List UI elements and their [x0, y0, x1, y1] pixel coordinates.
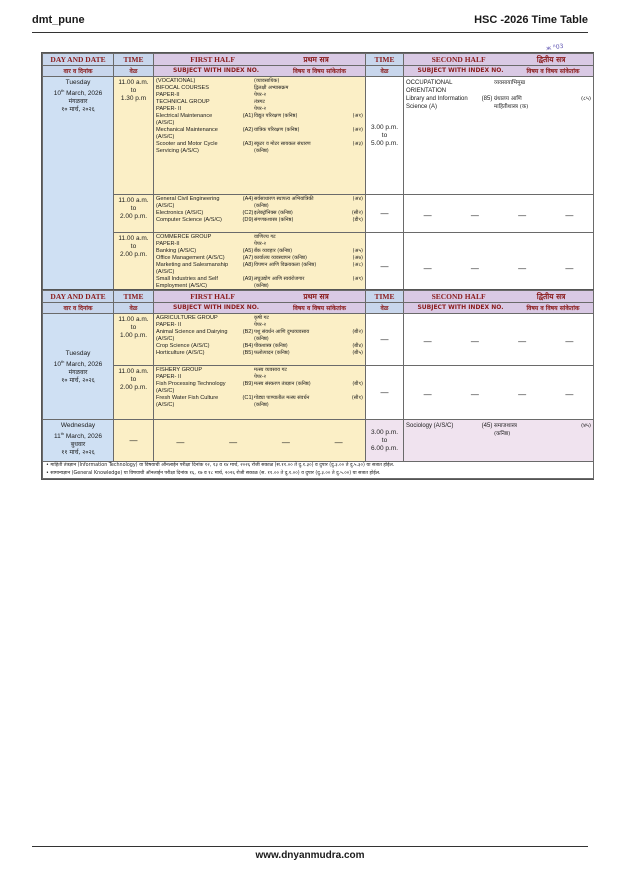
- subject-code: (B2): [242, 329, 254, 335]
- second-half-label-mr: द्वितीय सत्र: [536, 291, 566, 301]
- subject-name-mr: यांत्रिक परिरक्षण (कनिष्ठ): [254, 127, 300, 133]
- page-header: [32, 14, 588, 32]
- subject-row: [156, 269, 363, 276]
- subject-row: [156, 255, 363, 262]
- subject-name-mr: बँक व्यवहार (कनिष्ठ): [254, 248, 293, 254]
- subject-code-mr: (अ७): [352, 255, 363, 261]
- subject-row: [156, 248, 363, 255]
- note-gk: • सामान्यज्ञान (General Knowledge) या विषयाची ऑनलाईन परीक्षा दिनांक १६, १७ व १८ मार्च, २०२६ रोजी सकाळ (स. ११.०० ते दु.१.००) व दुपार (दु.३.०० ते दु.५.००) या सत्रात होईल.: [46, 471, 381, 476]
- second-subjects-block3: — — — —: [404, 233, 594, 301]
- subject-name-mr: ग्रंथालय आणि: [494, 96, 522, 102]
- footer-url: www.dnyanmudra.com: [255, 850, 365, 861]
- col-time-mr: वेळ: [114, 303, 154, 314]
- subject-name-mr: पीकशास्त्र (कनिष्ठ): [254, 343, 288, 349]
- subject-name: PAPER- II: [156, 374, 182, 380]
- subject-name-mr: (कनिष्ठ): [254, 283, 269, 289]
- subject-name: (VOCATIONAL): [156, 78, 196, 84]
- subject-code: (B9): [242, 381, 254, 387]
- subject-name: Scooter and Motor Cycle: [156, 141, 218, 147]
- subject-name-mr: व्यवसायाभिमुख: [494, 80, 525, 86]
- subject-name: AGRICULTURE GROUP: [156, 315, 218, 321]
- subject-row: [156, 395, 363, 402]
- subject-name-mr: [494, 87, 577, 95]
- subject-name-mr: (कनिष्ठ): [254, 336, 269, 342]
- date-cell-wednesday: [43, 420, 114, 462]
- subject-code-mr: [577, 103, 591, 111]
- notes: [43, 462, 594, 479]
- subject-code: (B5): [242, 350, 254, 356]
- subject-index-label-mr: विषय व विषय सांकेतांक: [292, 305, 347, 312]
- subject-name: Animal Science and Dairying: [156, 329, 228, 335]
- subject-name: PAPER- II: [156, 106, 182, 112]
- second-time-block3: —: [366, 233, 404, 301]
- subject-name-mr: द्विलक्षी अभ्यासक्रम: [254, 85, 289, 91]
- subject-name: Fish Processing Technology: [156, 381, 226, 387]
- subject-name: Sociology (A/S/C): [406, 423, 454, 429]
- date-label-mr: ११ मार्च, २०२६: [61, 449, 95, 457]
- subject-row: [156, 329, 363, 336]
- subject-name: TECHNICAL GROUP: [156, 99, 210, 105]
- subject-row: [156, 99, 363, 106]
- subject-name: Horticulture (A/S/C): [156, 350, 205, 356]
- subjects-block2: [154, 195, 366, 233]
- subject-name-mr: फलोत्पादन (कनिष्ठ): [254, 350, 290, 356]
- col-subject-index-2: [404, 303, 594, 314]
- second-half-label: SECOND HALF: [431, 291, 486, 301]
- subject-code-mr: (बी९): [352, 381, 363, 387]
- subject-code: [480, 430, 494, 438]
- subject-name-mr: सर्वसाधारण स्थापत्य अभियांत्रिकी: [254, 196, 314, 202]
- date-cell-tuesday-2: [43, 314, 114, 420]
- first-time-wednesday: —: [114, 420, 154, 462]
- col-day-date: DAY AND DATE: [43, 54, 114, 66]
- first-half-label-mr: प्रथम सत्र: [303, 54, 329, 64]
- subject-code: (B4): [242, 343, 254, 349]
- subject-row: [406, 87, 591, 95]
- subject-row: [156, 92, 363, 99]
- subject-index-label: SUBJECT WITH INDEX NO.: [172, 67, 260, 74]
- time-cell-block1: 11.00 a.m. to 1.30 p.m: [114, 77, 154, 195]
- col-subject-index: [154, 66, 366, 77]
- subject-index-label-2: SUBJECT WITH INDEX NO.: [417, 304, 504, 311]
- subject-row: [156, 374, 363, 381]
- subject-name: Electronics (A/S/C): [156, 210, 204, 216]
- subjects-fishery: [154, 366, 366, 420]
- subject-index-label: SUBJECT WITH INDEX NO.: [172, 304, 260, 311]
- subject-row: [156, 336, 363, 343]
- subject-name-mr: मत्स्य व्यवसाय गट: [254, 367, 287, 373]
- header-rule: [32, 32, 588, 33]
- subject-code-mr: (अ५): [352, 248, 363, 254]
- subject-row: [156, 78, 363, 85]
- subject-name: (A/S/C): [156, 388, 175, 394]
- subject-row: [156, 343, 363, 350]
- col-subject-index: [154, 303, 366, 314]
- subject-code-mr: (८५): [580, 96, 591, 102]
- subject-name-mr: समाजशास्त्र: [494, 423, 517, 429]
- col-day-date-mr: वार व दिनांक: [43, 66, 114, 77]
- subject-name: PAPER-II: [156, 92, 180, 98]
- subject-name: Crop Science (A/S/C): [156, 343, 210, 349]
- second-subjects-agri: — — — —: [404, 314, 594, 366]
- subject-row: [156, 120, 363, 127]
- time-cell-block3: 11.00 a.m. to 2.00 p.m.: [114, 233, 154, 301]
- subject-code: (C1): [242, 395, 254, 401]
- day-label-mr: मंगळवार: [68, 369, 88, 377]
- subject-name: Electrical Maintenance: [156, 113, 213, 119]
- subject-name: Servicing (A/S/C): [156, 148, 199, 154]
- subject-name: (A/S/C): [156, 336, 175, 342]
- subject-code: (A1): [242, 113, 254, 119]
- subject-row: [406, 422, 591, 430]
- subject-code: [480, 103, 494, 111]
- subject-name: (A/S/C): [156, 269, 175, 275]
- subject-name-mr: वाणिज्य गट: [254, 234, 276, 240]
- subject-code-mr: (अ३): [352, 141, 363, 147]
- second-time-wednesday: 3.00 p.m. to 6.00 p.m.: [366, 420, 404, 462]
- subject-name: Office Management (A/S/C): [156, 255, 225, 261]
- subject-name-mr: पेपर-२: [254, 322, 267, 328]
- subject-row: [156, 276, 363, 283]
- subject-code-mr: (डी९): [352, 217, 363, 223]
- time-cell-fishery: 11.00 a.m. to 2.00 p.m.: [114, 366, 154, 420]
- date-label-mr: १० मार्च, २०२६: [61, 377, 95, 385]
- subject-row: [156, 322, 363, 329]
- left-header: dmt_pune: [32, 14, 85, 26]
- subject-code-mr: (बी२): [352, 329, 363, 335]
- subject-name-mr: (कनिष्ठ): [254, 203, 269, 209]
- subject-row: [156, 127, 363, 134]
- subject-name: FISHERY GROUP: [156, 367, 203, 373]
- timetable-2: [41, 289, 594, 480]
- subject-name: Mechanical Maintenance: [156, 127, 218, 133]
- subject-name: Fresh Water Fish Culture: [156, 395, 219, 401]
- subject-code: (A9): [242, 276, 254, 282]
- subject-name-mr: (कनिष्ठ): [494, 431, 511, 437]
- subject-name: PAPER-II: [156, 241, 180, 247]
- subject-row: [156, 106, 363, 113]
- subject-row: [406, 430, 591, 438]
- col-subject-index-2: [404, 66, 594, 77]
- subject-code: [480, 79, 494, 87]
- subject-row: [156, 113, 363, 120]
- second-subjects-block1: [404, 77, 594, 195]
- first-half-label: FIRST HALF: [190, 54, 235, 64]
- subject-code: (A7): [242, 255, 254, 261]
- date-label: 10th March, 2026: [53, 358, 103, 369]
- subject-row: [156, 350, 363, 357]
- second-half-label: SECOND HALF: [431, 54, 486, 64]
- first-subjects-wednesday: — — — —: [154, 420, 366, 462]
- subject-code: (A4): [242, 196, 254, 202]
- subject-name: (A/S/C): [156, 203, 175, 209]
- subject-row: [156, 241, 363, 248]
- subject-name-mr: (कनिष्ठ): [254, 402, 269, 408]
- note-it: • माहिती तंत्रज्ञान (Information Technology) या विषयाची ऑनलाईन परीक्षा दिनांक १२, १३ व १४ मार्च, २०२६ रोजी सकाळ (स.११.०० ते दु.१.३०) व दुपार (दु.३.०० ते दु.५.३०) या सत्रात होईल.: [46, 463, 395, 468]
- subject-name: PAPER- II: [156, 322, 182, 328]
- stamp-mark: ж ᴿ03: [545, 42, 564, 53]
- second-subjects-block2: — — — —: [404, 195, 594, 233]
- second-subjects-wednesday: [404, 420, 594, 462]
- subject-code-mr: (सी२): [351, 210, 363, 216]
- second-time-fishery: —: [366, 366, 404, 420]
- col-day-date: DAY AND DATE: [43, 291, 114, 303]
- subject-row: [406, 103, 591, 111]
- subject-name-mr: गोड्या पाण्यातील मत्स्य संवर्धन: [254, 395, 310, 401]
- subject-code: (A5): [242, 248, 254, 254]
- subject-row: [156, 141, 363, 148]
- subjects-agri: [154, 314, 366, 366]
- subject-code-mr: (सी१): [351, 395, 363, 401]
- second-time-agri: —: [366, 314, 404, 366]
- day-label: Wednesday: [60, 422, 96, 429]
- day-label: Tuesday: [65, 79, 91, 86]
- subject-name: Marketing and Salesmanship: [156, 262, 229, 268]
- subject-name-mr: इलेक्ट्रॉनिक्स (कनिष्ठ): [254, 210, 293, 216]
- subject-name-mr: (कनिष्ठ): [254, 148, 269, 154]
- second-time-block2: —: [366, 195, 404, 233]
- subject-name-mr: विपणन आणि विक्रयकला (कनिष्ठ): [254, 262, 317, 268]
- col-day-date-mr: वार व दिनांक: [43, 303, 114, 314]
- subject-row: [156, 85, 363, 92]
- col-time-2: TIME: [366, 291, 404, 303]
- time-cell-block2: 11.00 a.m. to 2.00 p.m.: [114, 195, 154, 233]
- subject-code-mr: (बी४): [352, 343, 363, 349]
- subject-index-label-2: SUBJECT WITH INDEX NO.: [417, 67, 504, 74]
- date-label-mr: १० मार्च, २०२६: [61, 106, 95, 114]
- subject-row: [156, 402, 363, 409]
- date-label: 10th March, 2026: [53, 88, 103, 98]
- first-half-label-mr: प्रथम सत्र: [303, 291, 329, 301]
- subject-code-mr: (अ८): [352, 262, 363, 268]
- subject-row: [406, 95, 591, 103]
- subject-row: [156, 388, 363, 395]
- subject-row: [156, 262, 363, 269]
- subject-row: [156, 196, 363, 203]
- second-time-block1: 3.00 p.m. to 5.00 p.m.: [366, 77, 404, 195]
- subject-code-mr: [577, 79, 591, 87]
- subject-code: (A3): [242, 141, 254, 147]
- first-half-label: FIRST HALF: [190, 291, 235, 301]
- subject-row: [156, 148, 363, 155]
- subject-index-label-mr-2: विषय व विषय सांकेतांक: [526, 305, 580, 312]
- subject-row: [406, 79, 591, 87]
- subject-name-mr: पशु संवर्धन आणि दुग्धव्यवसाय: [254, 329, 310, 335]
- subject-row: [156, 210, 363, 217]
- col-time: TIME: [114, 291, 154, 303]
- col-first-half: [154, 54, 366, 66]
- subject-name-mr: माहितीशास्त्र (क): [494, 104, 529, 110]
- right-header: HSC -2026 Time Table: [474, 14, 588, 26]
- subject-name-mr: कार्यालय व्यवस्थापन (कनिष्ठ): [254, 255, 307, 261]
- col-time: TIME: [114, 54, 154, 66]
- subject-code-mr: (अ९): [352, 276, 363, 282]
- col-second-half: [404, 291, 594, 303]
- col-time-2: TIME: [366, 54, 404, 66]
- subject-name-mr: पेपर-२: [254, 374, 267, 380]
- col-time-mr: वेळ: [114, 66, 154, 77]
- subject-code: (A2): [242, 127, 254, 133]
- subject-name: (A/S/C): [156, 134, 175, 140]
- subject-name: Science (A): [406, 104, 438, 110]
- subject-name: (A/S/C): [156, 120, 175, 126]
- subject-code-mr: (४५): [580, 423, 591, 429]
- subject-code: (C2): [242, 210, 254, 216]
- date-cell-tuesday: [43, 77, 114, 301]
- subject-row: [156, 367, 363, 374]
- day-label: Tuesday: [65, 349, 91, 357]
- subject-code-mr: (अ४): [352, 196, 363, 202]
- subject-name: COMMERCE GROUP: [156, 234, 212, 240]
- subject-name: Employment (A/S/C): [156, 283, 207, 289]
- subject-code-mr: (अ१): [352, 113, 363, 119]
- col-time-mr-2: वेळ: [366, 66, 404, 77]
- subject-name: ORIENTATION: [406, 88, 447, 94]
- second-subjects-fishery: — — — —: [404, 366, 594, 420]
- subject-name-mr: विद्युत परिरक्षण (कनिष्ठ): [254, 113, 298, 119]
- subject-code: (A8): [242, 262, 254, 268]
- subject-name-mr: स्कूटर व मोटर सायकल संधारण: [254, 141, 311, 147]
- subject-name: Small Industries and Self: [156, 276, 218, 282]
- subject-name-mr: पेपर-२: [254, 92, 267, 98]
- col-time-mr-2: वेळ: [366, 303, 404, 314]
- col-first-half: [154, 291, 366, 303]
- subject-name: OCCUPATIONAL: [406, 80, 453, 86]
- subject-row: [156, 315, 363, 322]
- subject-name: Library and Information: [406, 96, 468, 102]
- subject-code-mr: [577, 430, 591, 438]
- col-second-half: [404, 54, 594, 66]
- subject-code: (85): [481, 96, 493, 102]
- subject-name: BIFOCAL COURSES: [156, 85, 209, 91]
- subject-code-mr: [577, 87, 591, 95]
- subject-name-mr: पेपर-२: [254, 106, 267, 112]
- subject-row: [156, 203, 363, 210]
- date-label: 11th March, 2026: [53, 431, 103, 441]
- subject-code: (D9): [242, 217, 254, 223]
- subject-name-mr: (व्यावसायिक): [254, 78, 280, 84]
- subject-name-mr: लघुउद्योग आणि स्वयंरोजगार: [254, 276, 305, 282]
- subject-name-mr: मत्स्य संस्करण तंत्रज्ञान (कनिष्ठ): [254, 381, 311, 387]
- subject-name: General Civil Engineering: [156, 196, 220, 202]
- subject-name-mr: पेपर-२: [254, 241, 267, 247]
- second-half-label-mr: द्वितीय सत्र: [536, 54, 566, 64]
- subject-name-mr: कृषी गट: [254, 315, 269, 321]
- subject-name: [406, 430, 480, 438]
- subject-index-label-mr-2: विषय व विषय सांकेतांक: [526, 68, 580, 75]
- subject-row: [156, 134, 363, 141]
- subject-code-mr: (बी५): [352, 350, 363, 356]
- subject-name-mr: संगणकशास्त्र (कनिष्ठ): [254, 217, 294, 223]
- subject-index-label-mr: विषय व विषय सांकेतांक: [292, 68, 347, 75]
- subject-code: (45): [481, 423, 493, 429]
- subject-name: Computer Science (A/S/C): [156, 217, 222, 223]
- subject-name: (A/S/C): [156, 402, 175, 408]
- timetable-1: [41, 52, 594, 302]
- subject-name-mr: तंत्रगट: [254, 99, 265, 105]
- subjects-block1: [154, 77, 366, 195]
- subject-row: [156, 234, 363, 241]
- day-label-mr: बुधवार: [70, 441, 86, 449]
- day-label-mr: मंगळवार: [68, 98, 88, 106]
- subject-row: [156, 381, 363, 388]
- subject-name: Banking (A/S/C): [156, 248, 197, 254]
- footer-rule: [32, 846, 588, 847]
- subject-code-mr: (अ२): [352, 127, 363, 133]
- subject-row: [156, 217, 363, 224]
- subject-code: [480, 87, 494, 95]
- time-cell-agri: 11.00 a.m. to 1.00 p.m.: [114, 314, 154, 366]
